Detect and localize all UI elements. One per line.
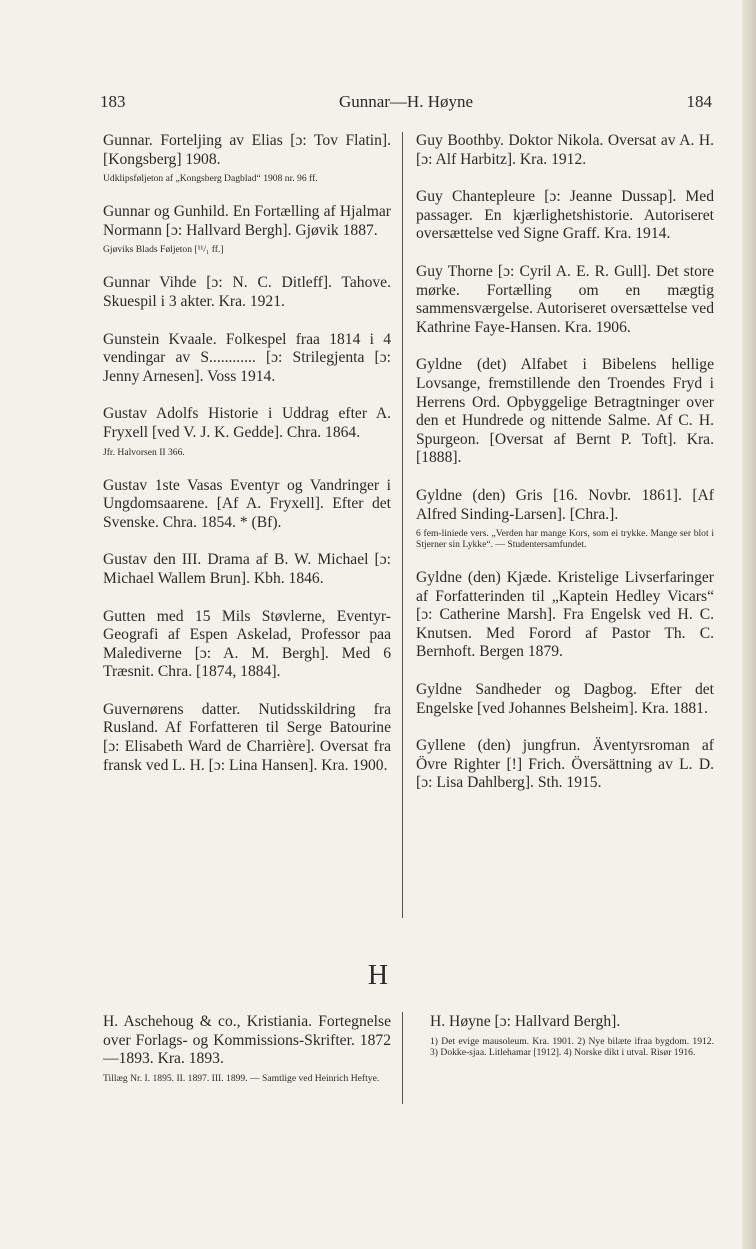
entry-note: Udklipsføljeton af „Kongsberg Dagblad“ 1908 nr. 96 ff.	[103, 173, 318, 185]
entry-note: Gjøviks Blads Føljeton [¹¹/₁ ff.]	[103, 244, 224, 256]
entry-text: H. Høyne [ɔ: Hallvard Bergh].	[430, 1013, 621, 1030]
entry	[416, 681, 714, 718]
bottom-right-column	[430, 1013, 714, 1077]
entry	[103, 132, 391, 184]
left-page-number: 183	[100, 92, 126, 111]
section-letter: H	[367, 960, 389, 991]
page-edge	[742, 0, 756, 1249]
entry	[103, 1013, 391, 1084]
entry	[103, 405, 391, 457]
entry-text: Gustav 1ste Vasas Eventyr og Vandringer i Ungdomsaarene. [Af A. Fryxell]. Efter det Svenske. Chra. 1854. * (Bf).	[103, 476, 391, 531]
entry	[416, 356, 714, 468]
entry-text: Guy Boothby. Doktor Nikola. Oversat av A. H. [ɔ: Alf Harbitz]. Kra. 1912.	[416, 132, 714, 168]
right-page-number: 184	[686, 92, 712, 111]
entry	[416, 132, 714, 169]
column-divider	[402, 132, 403, 918]
entry	[416, 487, 714, 550]
entry-note: Tillæg Nr. I. 1895. II. 1897. III. 1899. — Samtlige ved Heinrich Heftye.	[103, 1072, 380, 1084]
entry	[103, 477, 391, 533]
entry	[103, 331, 391, 387]
page-header	[100, 92, 712, 116]
bottom-left-column	[103, 1013, 391, 1103]
entry-text: Gyldne (det) Alfabet i Bibelens hellige Lovsange, fremstillende den Troendes Fryd i Herrens Ord. Opbyggelige Betragtninger over den et Hundrede og nittende Salme. Af C. H. Spurgeon. [Oversat af Bernt P. Toft]. Kra. [1888].	[416, 356, 714, 467]
entry-text: Gunnar. Forteljing av Elias [ɔ: Tov Flatin]. [Kongsberg] 1908.	[103, 132, 391, 168]
entry-note: Jfr. Halvorsen II 366.	[103, 446, 185, 458]
entry-text: Gyldne (den) Gris [16. Novbr. 1861]. [Af Alfred Sinding-Larsen]. [Chra.].	[416, 486, 714, 523]
running-title: Gunnar—H. Høyne	[338, 92, 474, 111]
entry-text: Gunnar Vihde [ɔ: N. C. Ditleff]. Tahove. Skuespil i 3 akter. Kra. 1921.	[103, 274, 391, 310]
entry	[416, 569, 714, 662]
entry	[430, 1013, 714, 1058]
column-divider	[402, 1012, 403, 1104]
entry-note: 1) Det evige mausoleum. Kra. 1901. 2) Nye bilæte ifraa bygdom. 1912. 3) Dokke-sjaa. Litlehamar [1912]. 4) Norske dikt i utval. Risør 1916.	[430, 1035, 714, 1058]
entry	[416, 737, 714, 793]
entry-text: Gunnar og Gunhild. En Fortælling af Hjalmar Normann [ɔ: Hallvard Bergh]. Gjøvik 1887.	[103, 203, 391, 239]
entry-text: Gunstein Kvaale. Folkespel fraa 1814 i 4 vendingar av S............ [ɔ: Strilegjenta [ɔ: Jenny Arnesen]. Voss 1914.	[103, 330, 391, 385]
entry	[103, 274, 391, 311]
entry-text: Gyllene (den) jungfrun. Äventyrsroman af Övre Righter [!] Frich. Översättning av L. D. [ɔ: Lisa Dahlberg]. Sth. 1915.	[416, 737, 714, 792]
entry-text: Gustav den III. Drama af B. W. Michael [ɔ: Michael Wallem Brun]. Kbh. 1846.	[103, 551, 391, 587]
entry	[416, 263, 714, 337]
entry	[103, 551, 391, 588]
entry	[103, 608, 391, 682]
entry-text: Gutten med 15 Mils Støvlerne, Eventyr-Geografi af Espen Askelad, Professor paa Malediverne [ɔ: A. M. Bergh]. Med 6 Træsnit. Chra. [1874, 1884].	[103, 607, 391, 681]
entry	[416, 188, 714, 244]
entry-text: Gustav Adolfs Historie i Uddrag efter A. Fryxell [ved V. J. K. Gedde]. Chra. 1864.	[103, 405, 391, 441]
entry-text: Gyldne Sandheder og Dagbog. Efter det Engelske [ved Johannes Belsheim]. Kra. 1881.	[416, 681, 714, 717]
entry-text: Gyldne (den) Kjæde. Kristelige Livserfaringer af Forfatterinden til „Kaptein Hedley Vicars“ [ɔ: Catherine Marsh]. Fra Engelsk ved H. C. Knutsen. Med Forord af Pastor Th. C. Bernhoft. Bergen 1879.	[416, 569, 714, 661]
left-column	[103, 132, 391, 794]
entry-text: Guy Chantepleure [ɔ: Jeanne Dussap]. Med passager. En kjærlighetshistorie. Autoriseret oversættelse ved Signe Graff. Kra. 1914.	[416, 188, 714, 243]
entry	[103, 701, 391, 775]
entry-text: H. Aschehoug & co., Kristiania. Fortegnelse over Forlags- og Kommissions-Skrifter. 1872—1893. Kra. 1893.	[103, 1013, 391, 1068]
entry-text: Guy Thorne [ɔ: Cyril A. E. R. Gull]. Det store mørke. Fortælling om en mægtig sammensværgelse. Autoriseret oversættelse ved Kathrine Faye-Hansen. Kra. 1906.	[416, 262, 714, 336]
entry	[103, 203, 391, 255]
entry-text: Guvernørens datter. Nutidsskildring fra Rusland. Af Forfatteren til Serge Batourine [ɔ: Elisabeth Ward de Charrière]. Oversat fra fransk ved L. H. [ɔ: Lina Hansen]. Kra. 1900.	[103, 700, 391, 774]
right-column	[416, 132, 714, 812]
entry-note: 6 fem-liniede vers. „Verden har mange Kors, som ei trykke. Mange ser blot i Stjerner sin Lykke“. — Studentersamfundet.	[416, 528, 714, 551]
